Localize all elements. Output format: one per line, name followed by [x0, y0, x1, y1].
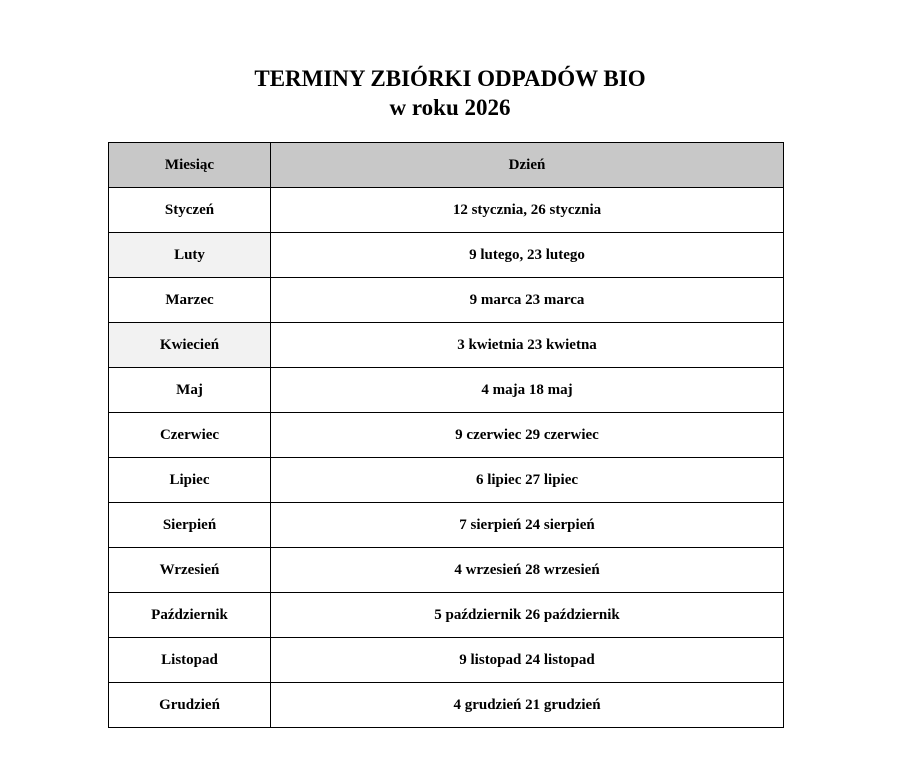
table-row [109, 548, 784, 593]
month-cell: Styczeń [109, 188, 271, 233]
days-cell: 4 maja 18 maj [271, 368, 784, 413]
days-cell: 3 kwietnia 23 kwietna [271, 323, 784, 368]
days-cell: 4 wrzesień 28 wrzesień [271, 548, 784, 593]
title-line-1: TERMINY ZBIÓRKI ODPADÓW BIO [254, 66, 646, 91]
days-cell: 5 październik 26 październik [271, 593, 784, 638]
month-cell: Wrzesień [109, 548, 271, 593]
header-month: Miesiąc [109, 143, 271, 188]
month-cell: Czerwiec [109, 413, 271, 458]
days-cell: 12 stycznia, 26 stycznia [271, 188, 784, 233]
days-cell: 9 listopad 24 listopad [271, 638, 784, 683]
days-cell: 9 lutego, 23 lutego [271, 233, 784, 278]
days-cell: 9 marca 23 marca [271, 278, 784, 323]
table-row [109, 323, 784, 368]
table-header-row [109, 143, 784, 188]
month-cell: Sierpień [109, 503, 271, 548]
month-cell: Maj [109, 368, 271, 413]
table-row [109, 188, 784, 233]
table-body [109, 188, 784, 728]
collection-schedule-table [108, 142, 784, 728]
table-row [109, 233, 784, 278]
month-cell: Lipiec [109, 458, 271, 503]
month-cell: Marzec [109, 278, 271, 323]
header-day: Dzień [271, 143, 784, 188]
month-cell: Luty [109, 233, 271, 278]
days-cell: 6 lipiec 27 lipiec [271, 458, 784, 503]
table-row [109, 278, 784, 323]
month-cell: Grudzień [109, 683, 271, 728]
days-cell: 4 grudzień 21 grudzień [271, 683, 784, 728]
document-title [0, 64, 900, 122]
table-row [109, 413, 784, 458]
days-cell: 9 czerwiec 29 czerwiec [271, 413, 784, 458]
table-row [109, 593, 784, 638]
table-row [109, 638, 784, 683]
month-cell: Październik [109, 593, 271, 638]
table-row [109, 683, 784, 728]
title-line-2: w roku 2026 [389, 95, 511, 120]
month-cell: Listopad [109, 638, 271, 683]
month-cell: Kwiecień [109, 323, 271, 368]
table-row [109, 368, 784, 413]
table-row [109, 458, 784, 503]
days-cell: 7 sierpień 24 sierpień [271, 503, 784, 548]
table-row [109, 503, 784, 548]
